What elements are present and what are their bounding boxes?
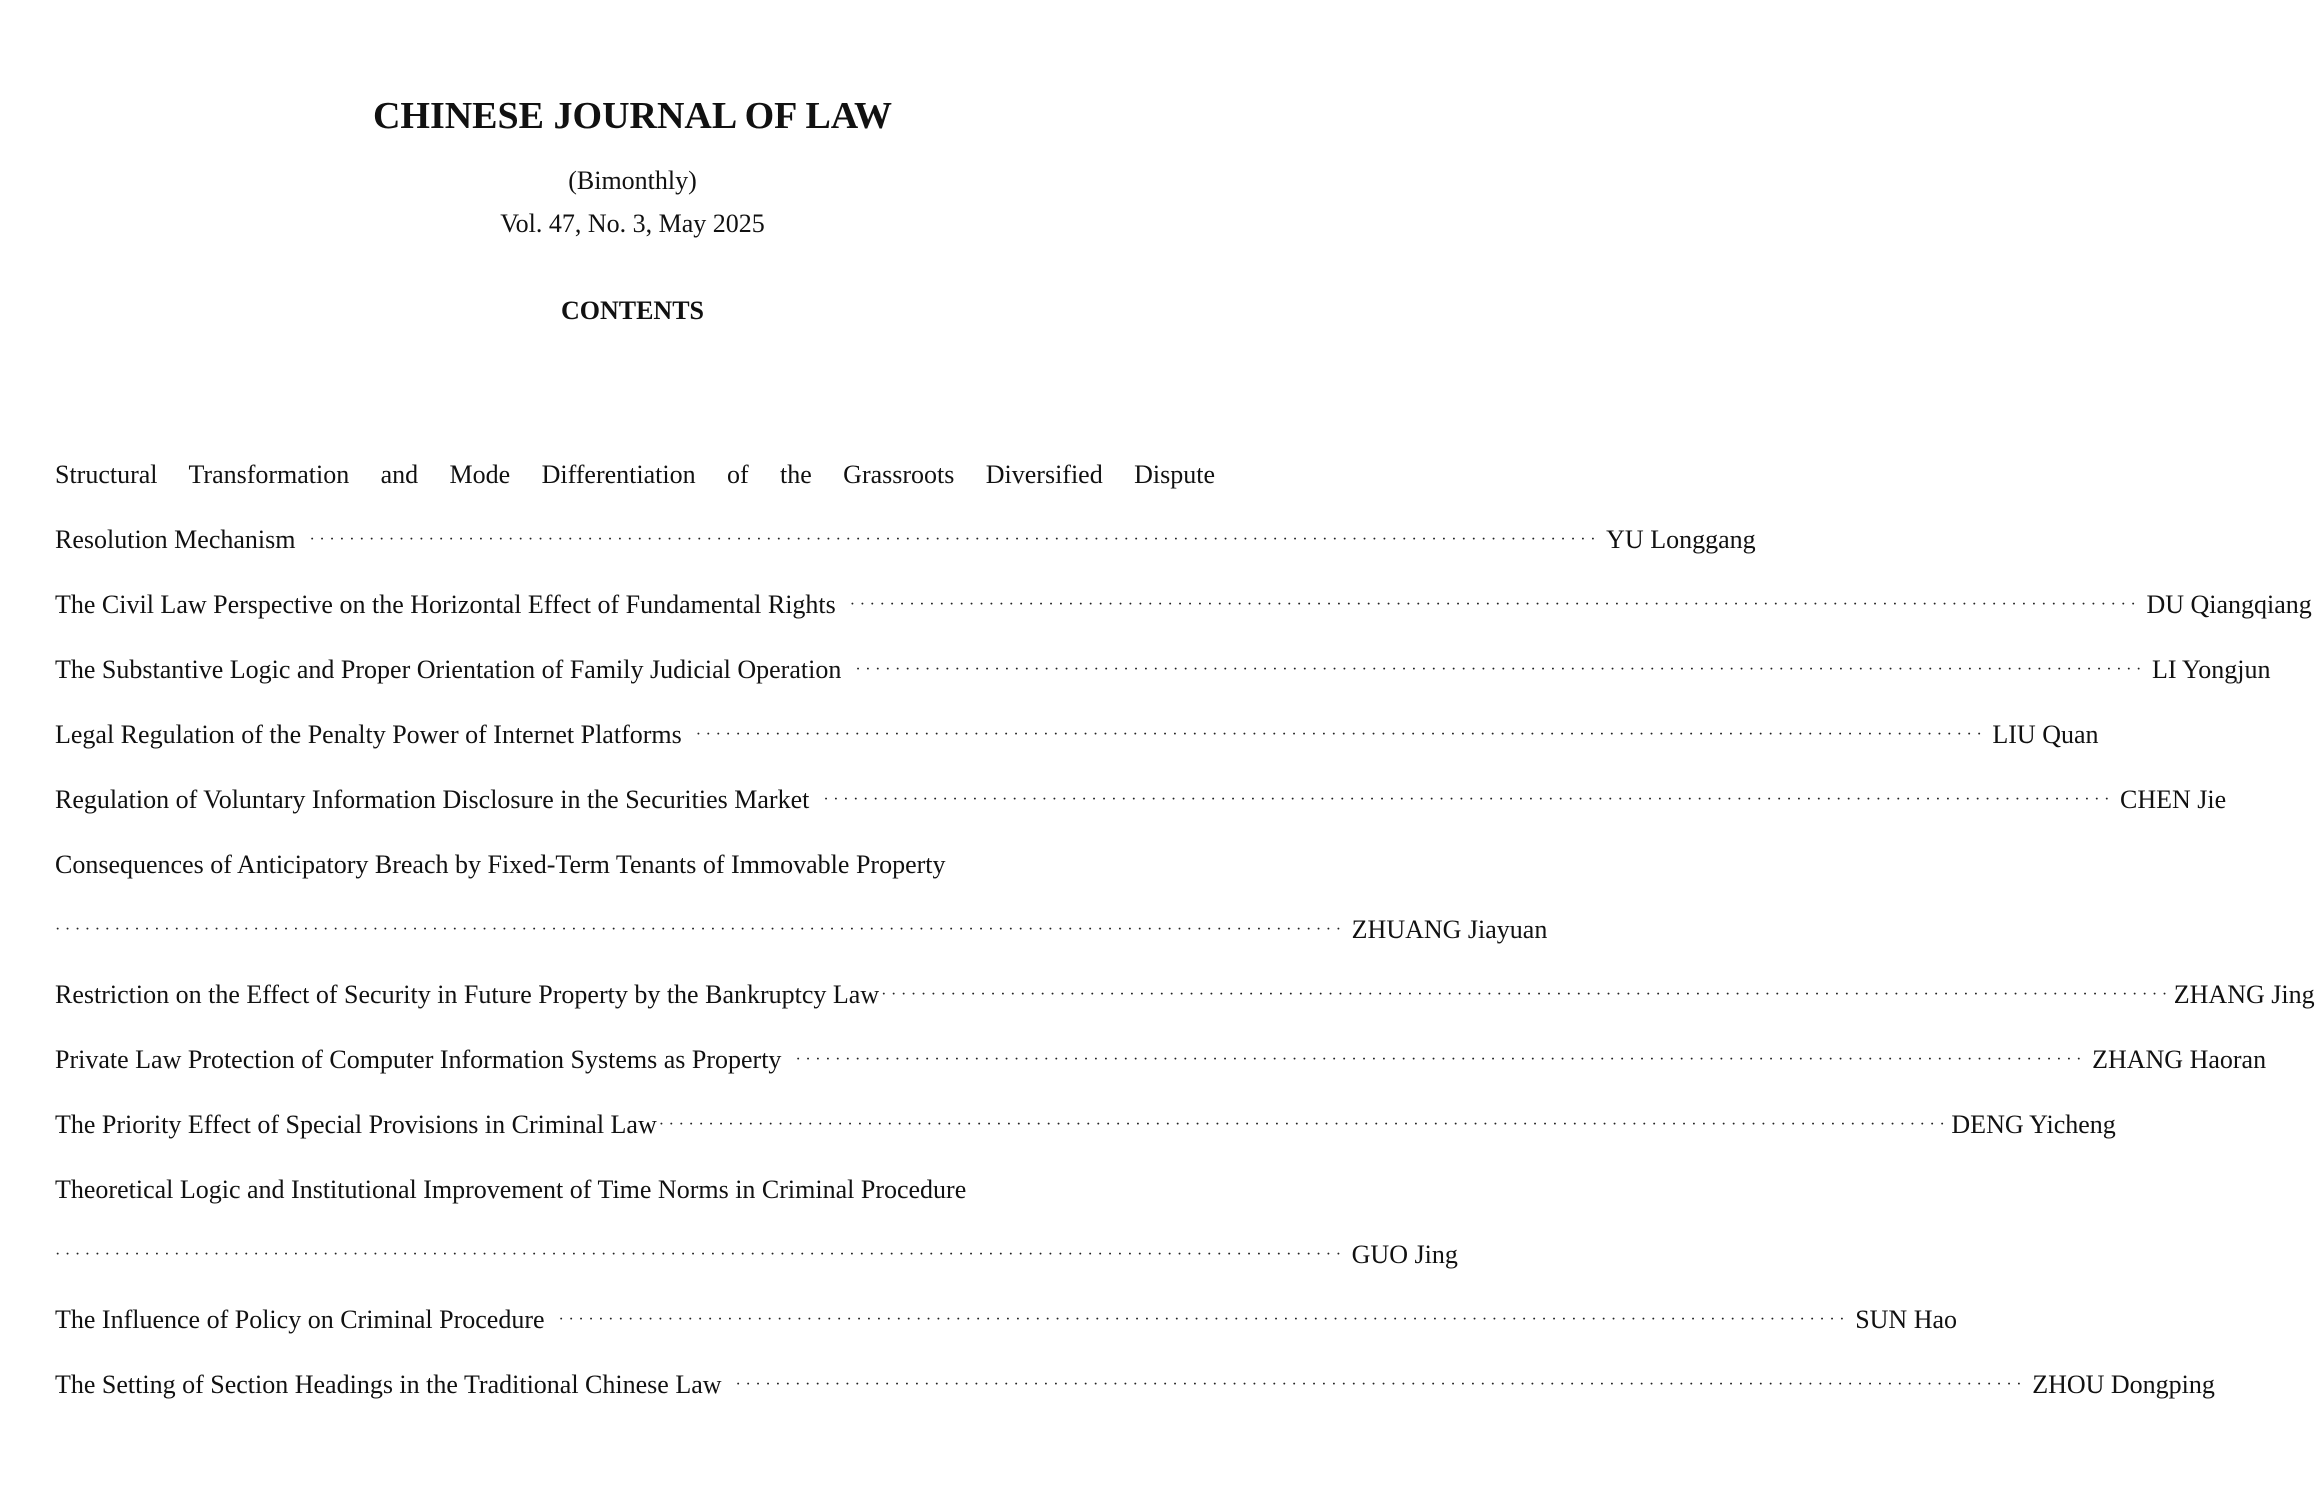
toc-entry-author: ZHANG Haoran xyxy=(2092,1045,2267,1074)
dot-leader: ·································································································································· xyxy=(855,661,2146,678)
toc-entry-title: The Influence of Policy on Criminal Procedure xyxy=(55,1305,545,1334)
toc-entry-3[interactable] xyxy=(55,647,2271,712)
dot-leader: ·································································································································· xyxy=(55,1246,1346,1263)
toc-entry-7[interactable] xyxy=(55,972,2315,1037)
toc-entry-10[interactable] xyxy=(55,1232,1458,1297)
toc-entry-9[interactable] xyxy=(55,1102,2116,1167)
toc-entry-author: LIU Quan xyxy=(1992,720,2099,749)
toc-entry-1[interactable] xyxy=(55,517,1756,582)
toc-entry-author: LI Yongjun xyxy=(2151,655,2271,684)
toc-entry-8[interactable] xyxy=(55,1037,2267,1102)
toc-entry-title: The Setting of Section Headings in the Traditional Chinese Law xyxy=(55,1370,722,1399)
toc-entry-author: ZHANG Jing xyxy=(2173,980,2315,1009)
toc-entry-title: Theoretical Logic and Institutional Improvement of Time Norms in Criminal Procedure xyxy=(55,1175,967,1204)
dot-leader: ·································································································································· xyxy=(658,1116,1950,1133)
dot-leader: ·································································································································· xyxy=(849,596,2141,613)
publication-frequency: (Bimonthly) xyxy=(568,166,697,195)
toc-entry-6[interactable] xyxy=(55,907,1548,972)
contents-heading: CONTENTS xyxy=(560,296,705,325)
dot-leader: ·································································································································· xyxy=(55,921,1346,938)
journal-title: CHINESE JOURNAL OF LAW xyxy=(372,95,893,137)
table-of-contents xyxy=(55,452,2315,1427)
dot-leader: ·································································································································· xyxy=(795,1051,2087,1068)
toc-entry-author: DU Qiangqiang xyxy=(2146,590,2312,619)
dot-leader: ·································································································································· xyxy=(309,531,1601,548)
toc-entry-title: Private Law Protection of Computer Information Systems as Property xyxy=(55,1045,782,1074)
toc-entry-title: The Priority Effect of Special Provisions in Criminal Law xyxy=(55,1110,657,1139)
toc-entry-5[interactable] xyxy=(55,777,2227,842)
toc-entry-author: GUO Jing xyxy=(1351,1240,1458,1269)
toc-entry-author: ZHOU Dongping xyxy=(2032,1370,2215,1399)
toc-entry-6-title-line xyxy=(55,842,1193,907)
toc-entry-title: Regulation of Voluntary Information Disclosure in the Securities Market xyxy=(55,785,810,814)
toc-entry-title: Resolution Mechanism xyxy=(55,525,296,554)
dot-leader: ·································································································································· xyxy=(823,791,2114,808)
toc-entry-title: The Civil Law Perspective on the Horizontal Effect of Fundamental Rights xyxy=(55,590,836,619)
toc-entry-11[interactable] xyxy=(55,1297,1958,1362)
toc-entry-title: Consequences of Anticipatory Breach by Fixed-Term Tenants of Immovable Property xyxy=(55,850,946,879)
dot-leader: ·································································································································· xyxy=(695,726,1987,743)
toc-entry-title: Legal Regulation of the Penalty Power of Internet Platforms xyxy=(55,720,682,749)
toc-entry-author: YU Longgang xyxy=(1606,525,1756,554)
toc-entry-author: CHEN Jie xyxy=(2120,785,2227,814)
issue-info: Vol. 47, No. 3, May 2025 xyxy=(500,209,765,238)
toc-entry-10-title-line xyxy=(55,1167,1193,1232)
toc-entry-title: Restriction on the Effect of Security in Future Property by the Bankruptcy Law xyxy=(55,980,880,1009)
toc-entry-12[interactable] xyxy=(55,1362,2215,1427)
toc-entry-title: Structural Transformation and Mode Differentiation of the Grassroots Diversified Dispute xyxy=(55,460,1215,489)
toc-entry-author: SUN Hao xyxy=(1855,1305,1958,1334)
dot-leader: ·································································································································· xyxy=(735,1376,2027,1393)
toc-entry-author: ZHUANG Jiayuan xyxy=(1351,915,1548,944)
toc-entry-1-title-line xyxy=(55,452,1215,517)
dot-leader: ·································································································································· xyxy=(558,1311,1850,1328)
dot-leader: ·································································································································· xyxy=(881,986,2172,1003)
toc-entry-4[interactable] xyxy=(55,712,2099,777)
toc-entry-author: DENG Yicheng xyxy=(1951,1110,2116,1139)
toc-entry-title: The Substantive Logic and Proper Orientation of Family Judicial Operation xyxy=(55,655,842,684)
toc-entry-2[interactable] xyxy=(55,582,2312,647)
